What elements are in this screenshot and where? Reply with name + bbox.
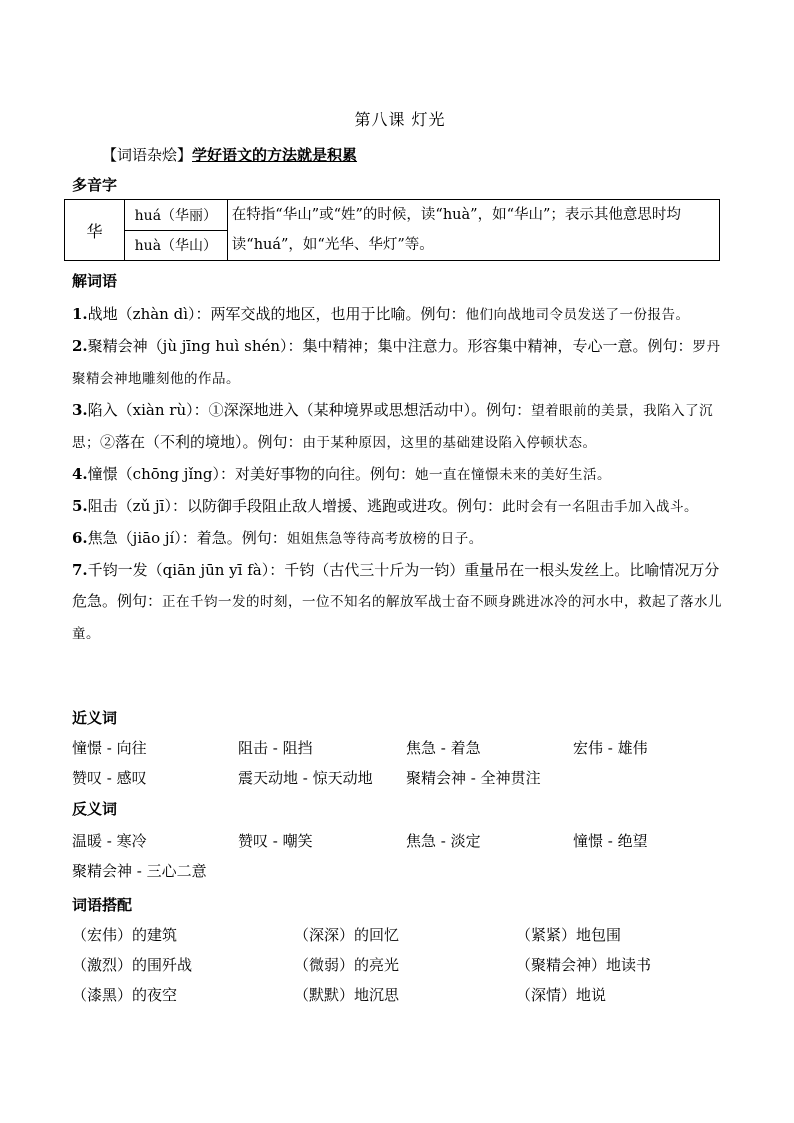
antonym-pair: 憧憬 - 绝望 bbox=[573, 832, 648, 850]
collocation: （深深）的回忆 bbox=[294, 926, 400, 944]
entry-example: 姐姐焦急等待高考放榜的日子。 bbox=[286, 531, 483, 547]
heading-dapei: 词语搭配 bbox=[72, 896, 133, 914]
collocations-grid bbox=[72, 920, 728, 1010]
collocation: （激烈）的围歼战 bbox=[72, 956, 193, 974]
collocation: （紧紧）地包围 bbox=[516, 926, 622, 944]
heading-jinyici: 近义词 bbox=[72, 709, 118, 727]
entry-main: 战地（zhàn dì）：两军交战的地区，也用于比喻。例句： bbox=[87, 305, 466, 323]
definition-entry bbox=[72, 299, 728, 331]
heading-fanyici: 反义词 bbox=[72, 800, 118, 818]
collocation: （漆黑）的夜空 bbox=[72, 986, 178, 1004]
entry-example: 他们向战地司令员发送了一份报告。 bbox=[465, 307, 690, 323]
entry-main: 千钧一发（qiān jūn yī fà）：千钧（古代三十斤为一钧）重量吊在一根头发丝上。比喻情况万分危急。例句： bbox=[72, 561, 720, 610]
antonym-pair: 焦急 - 淡定 bbox=[406, 832, 481, 850]
entry-main-2: ②落在（不利的境地）。例句： bbox=[100, 433, 303, 451]
antonym-pair: 赞叹 - 嘲笑 bbox=[238, 832, 313, 850]
entry-example: 正在千钧一发的时刻，一位不知名的解放军战士奋不顾身跳进冰冷的河水中，救起了落水儿童。 bbox=[72, 594, 723, 642]
synonym-pair: 震天动地 - 惊天动地 bbox=[238, 769, 373, 787]
section-banner bbox=[102, 144, 357, 165]
entry-main: 阻击（zǔ jī）：以防御手段阻止敌人增援、逃跑或进攻。例句： bbox=[87, 497, 502, 515]
entry-number: 7. bbox=[72, 561, 88, 579]
duoyinzi-char: 华 bbox=[65, 200, 125, 261]
entry-number: 6. bbox=[72, 529, 88, 547]
collocation: （微弱）的亮光 bbox=[294, 956, 400, 974]
definition-entry bbox=[72, 395, 728, 459]
definition-entry bbox=[72, 555, 728, 650]
entry-example: 她一直在憧憬未来的美好生活。 bbox=[415, 467, 612, 483]
collocation: （聚精会神）地读书 bbox=[516, 956, 652, 974]
reading-1: huá（华丽） bbox=[124, 200, 227, 231]
antonym-row bbox=[72, 826, 728, 856]
synonym-pair: 宏伟 - 雄伟 bbox=[573, 739, 648, 757]
collocation-row bbox=[72, 980, 728, 1010]
entry-example: 此时会有一名阻击手加入战斗。 bbox=[501, 499, 698, 515]
antonym-row bbox=[72, 856, 728, 886]
synonym-pair: 阻击 - 阻挡 bbox=[238, 739, 313, 757]
page-title: 第八课 灯光 bbox=[354, 110, 446, 129]
antonyms-grid bbox=[72, 826, 728, 886]
synonyms-grid bbox=[72, 733, 728, 793]
synonym-pair: 聚精会神 - 全神贯注 bbox=[406, 769, 541, 787]
banner-slogan: 学好语文的方法就是积累 bbox=[192, 146, 358, 164]
entry-example: 罗丹聚精会神地雕刻他的作品。 bbox=[72, 339, 721, 387]
entry-main: 陷入（xiàn rù）：①深深地进入（某种境界或思想活动中）。例句： bbox=[87, 401, 532, 419]
synonym-pair: 憧憬 - 向往 bbox=[72, 739, 147, 757]
collocation: （宏伟）的建筑 bbox=[72, 926, 178, 944]
entry-main: 聚精会神（jù jīng huì shén）：集中精神；集中注意力。形容集中精神，专心一意。例句： bbox=[87, 337, 693, 355]
entry-main: 憧憬（chōng jǐng）：对美好事物的向往。例句： bbox=[87, 465, 416, 483]
entry-main: 焦急（jiāo jí）：着急。例句： bbox=[87, 529, 287, 547]
banner-label: 【词语杂烩】 bbox=[102, 146, 193, 164]
definition-entry bbox=[72, 491, 728, 523]
definition-entry bbox=[72, 523, 728, 555]
entry-example-2: 由于某种原因，这里的基础建设陷入停顿状态。 bbox=[302, 435, 597, 451]
entry-number: 1. bbox=[72, 305, 88, 323]
entry-number: 2. bbox=[72, 337, 88, 355]
antonym-pair: 温暖 - 寒冷 bbox=[72, 832, 147, 850]
definition-entry bbox=[72, 459, 728, 491]
antonym-pair: 聚精会神 - 三心二意 bbox=[72, 862, 207, 880]
synonym-row bbox=[72, 733, 728, 763]
duoyinzi-table bbox=[64, 199, 720, 261]
collocation-row bbox=[72, 920, 728, 950]
synonym-row bbox=[72, 763, 728, 793]
reading-2: huà（华山） bbox=[124, 230, 227, 261]
heading-duoyinzi: 多音字 bbox=[72, 176, 118, 194]
entry-number: 5. bbox=[72, 497, 88, 515]
entry-number: 4. bbox=[72, 465, 88, 483]
synonym-pair: 赞叹 - 感叹 bbox=[72, 769, 147, 787]
collocation: （默默）地沉思 bbox=[294, 986, 400, 1004]
synonym-pair: 焦急 - 着急 bbox=[406, 739, 481, 757]
word-definitions bbox=[72, 299, 728, 650]
collocation-row bbox=[72, 950, 728, 980]
entry-number: 3. bbox=[72, 401, 88, 419]
collocation: （深情）地说 bbox=[516, 986, 607, 1004]
definition-entry bbox=[72, 331, 728, 395]
heading-jiecieyu: 解词语 bbox=[72, 272, 118, 290]
entry-example: 望着眼前的美景，我陷入了沉思； bbox=[72, 403, 714, 451]
duoyinzi-explanation: 在特指“华山”或“姓”的时候，读“huà”，如“华山”；表示其他意思时均读“huá”，如“光华、华灯”等。 bbox=[227, 200, 719, 261]
